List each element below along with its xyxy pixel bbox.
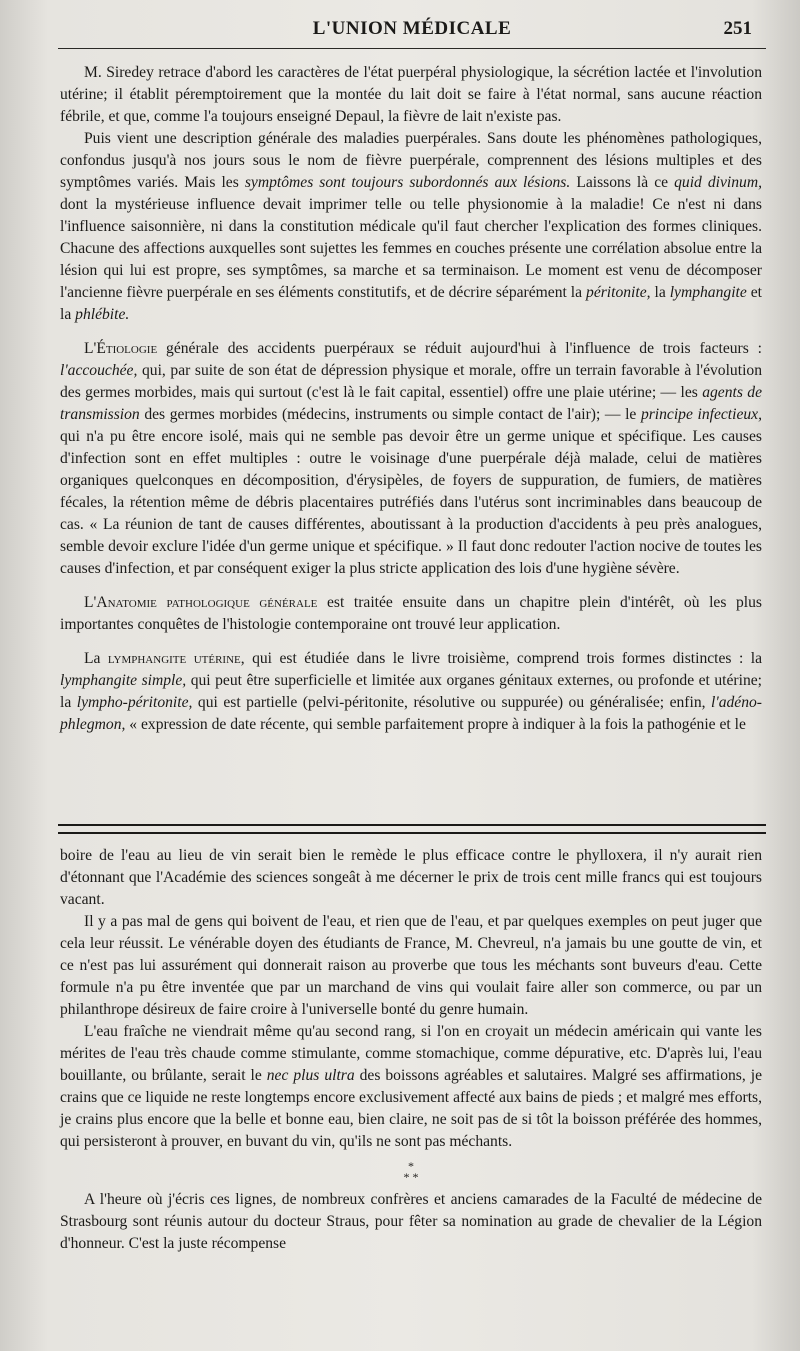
- small-caps-run: lymphangite utérine,: [107, 650, 245, 667]
- text-run: Laissons là ce: [570, 174, 675, 191]
- text-run: L'eau fraîche ne viendrait même qu'au second rang, si l'on en croyait un médecin américain qui vante les mérites de l'eau très chaude comme stimulante, comme stomachique, comme dépurative, etc. D'après lui, l'eau bouillante, ou brûlante, serait le: [60, 1023, 762, 1084]
- text-run: Puis vient une description générale des maladies puerpérales. Sans doute les phénomènes pathologiques, confondus jusqu'à nos jours sous le nom de fièvre puerpérale, comprennent des lésions multiples et des symptômes variés. Mais les: [60, 130, 762, 191]
- paragraph-anatomie-pathologique: [60, 592, 762, 636]
- italic-run: lymphangite: [669, 284, 747, 301]
- text-run: des germes morbides (médecins, instruments ou simple contact de l'air); — le: [139, 406, 641, 423]
- italic-run: l'adéno-phlegmon,: [60, 694, 763, 733]
- paragraph-lymphangite-uterine: [60, 648, 762, 736]
- small-caps-run: L'Étiologie: [84, 340, 158, 357]
- header-rule: [58, 48, 766, 49]
- article-review-column: [60, 62, 762, 736]
- paragraph-siredey: M. Siredey retrace d'abord les caractères de l'état puerpéral physiologique, la sécrétion lactée et l'involution utérine; il établit péremptoirement que la montée du lait doit se faire à l'état normal, sans aucune réaction fébrile, et que, comme l'a toujours enseigné Depaul, la fièvre de lait n'existe pas.: [60, 64, 762, 125]
- italic-run: symptômes sont toujours subordonnés aux lésions.: [244, 174, 571, 191]
- text-run: des boissons agréables et salutaires. Malgré ses affirmations, je crains que ce liquide ne reste longtemps encore exclusivement affecté aux bains de pieds ; et malgré mes efforts, je crains plus encore que la belle et bonne eau, bien claire, ne soit pas de si tôt la boisson préférée des hommes, qui persisteront à prouver, en buvant du vin, qu'ils ne sont pas méchants.: [60, 1067, 763, 1150]
- italic-run: quid divinum,: [674, 174, 763, 191]
- text-run: la: [650, 284, 670, 301]
- paragraph-etiologie: [60, 338, 762, 580]
- small-caps-run: L'Anatomie pathologique générale: [84, 594, 318, 611]
- italic-run: nec plus ultra: [266, 1067, 355, 1084]
- paragraph-maladies-puerperales: [60, 128, 762, 326]
- italic-run: principe infectieux,: [640, 406, 763, 423]
- text-run: qui, par suite de son état de dépression physique et morale, offre un terrain favorable à l'évolution des germes morbides, mais qui surtout (c'est là le fait capital, essentiel) offre une plaie utérine; — les: [60, 362, 762, 401]
- paragraph-straus: A l'heure où j'écris ces lignes, de nombreux confrères et anciens camarades de la Faculté de médecine de Strasbourg sont réunis autour du docteur Straus, pour fêter sa nomination au grade de chevalier de la Légion d'honneur. C'est la juste récompense: [60, 1191, 762, 1252]
- paragraph-phylloxera: boire de l'eau au lieu de vin serait bien le remède le plus efficace contre le phylloxera, il n'y aurait rien d'étonnant que l'Académie des sciences songeât à me décerner le prix de trois cent mille francs qui est toujours vacant.: [60, 847, 762, 908]
- italic-run: péritonite,: [586, 284, 651, 301]
- feuilleton-separator: [58, 824, 766, 834]
- running-title: L'UNION MÉDICALE: [312, 18, 512, 39]
- italic-run: agents de transmission: [60, 384, 762, 423]
- text-run: La: [84, 650, 108, 667]
- text-run: et la: [60, 284, 763, 323]
- italic-run: lympho-péritonite,: [76, 694, 193, 711]
- page-number: 251: [723, 18, 752, 39]
- text-run: qui est partielle (pelvi-péritonite, résolutive ou suppurée) ou généralisée; enfin,: [192, 694, 712, 711]
- text-run: qui n'a pu être encore isolé, mais qui ne semble pas devoir être un germe unique et spécifique. Les causes d'infection sont en effet multiples : outre le voisinage d'une puerpérale déjà malade, celui de matières organiques quelconques en décomposition, d'érysipèles, de foyers de suppuration, de fumiers, de matières fécales, la rétention même de débris placentaires putréfiés dans l'utérus sont incriminables dans beaucoup de cas. « La réunion de tant de causes différentes, aboutissant à la production d'accidents à peu près analogues, semble devoir exclure l'idée d'un germe unique et spécifique. » Il faut donc redouter l'action nocive de toutes les causes d'infection, et par conséquent exiger la plus stricte application des lois d'une hygiène sévère.: [60, 428, 762, 577]
- page-header: [62, 14, 762, 48]
- text-run: qui peut être superficielle et limitée aux organes génitaux externes, ou profonde et utérine; la: [60, 672, 762, 711]
- section-stars: [60, 1161, 762, 1183]
- italic-run: phlébite.: [75, 306, 130, 323]
- italic-run: lymphangite simple,: [60, 672, 187, 689]
- text-run: générale des accidents puerpéraux se réduit aujourd'hui à l'influence de trois facteurs :: [157, 340, 762, 357]
- italic-run: l'accouchée,: [60, 362, 138, 379]
- star-line: *: [408, 1159, 414, 1173]
- paragraph-buveurs-eau: Il y a pas mal de gens qui boivent de l'eau, et rien que de l'eau, et par quelques exemples on peut juger que cela leur réussit. Le vénérable doyen des étudiants de France, M. Chevreul, n'a jamais bu une goutte de vin, et ce n'est pas lui assurément qui donnerait raison au proverbe que tous les méchants sont buveurs d'eau. Cette formule n'a pu être inventée que par un marchand de vins qui voulait faire aller son commerce, ou par un philanthrope désireux de faire croire à l'universelle bonté du genre humain.: [60, 913, 762, 1018]
- text-run: « expression de date récente, qui semble parfaitement propre à indiquer à la fois la pathogénie et le: [125, 716, 746, 733]
- star-line: * *: [403, 1170, 419, 1184]
- text-run: dont la mystérieuse influence devait imprimer telle ou telle physionomie à la maladie! Ce n'est ni dans l'influence saisonnière, ni dans la constitution médicale qu'il faut chercher l'explication des formes cliniques. Chacune des affections auxquelles sont sujettes les femmes en couches présente une corrélation absolue entre la lésion qui lui est propre, ses symptômes, sa marche et sa terminaison. Le moment est venu de décomposer l'ancienne fièvre puerpérale en ses éléments constitutifs, et de décrire séparément la: [60, 196, 762, 301]
- paragraph-eau-chaude: [60, 1021, 762, 1153]
- feuilleton-column: [60, 845, 762, 1255]
- text-run: est traitée ensuite dans un chapitre plein d'intérêt, où les plus importantes conquêtes de l'histologie contemporaine ont trouvé leur application.: [60, 594, 762, 633]
- text-run: qui est étudiée dans le livre troisième, comprend trois formes distinctes : la: [244, 650, 762, 667]
